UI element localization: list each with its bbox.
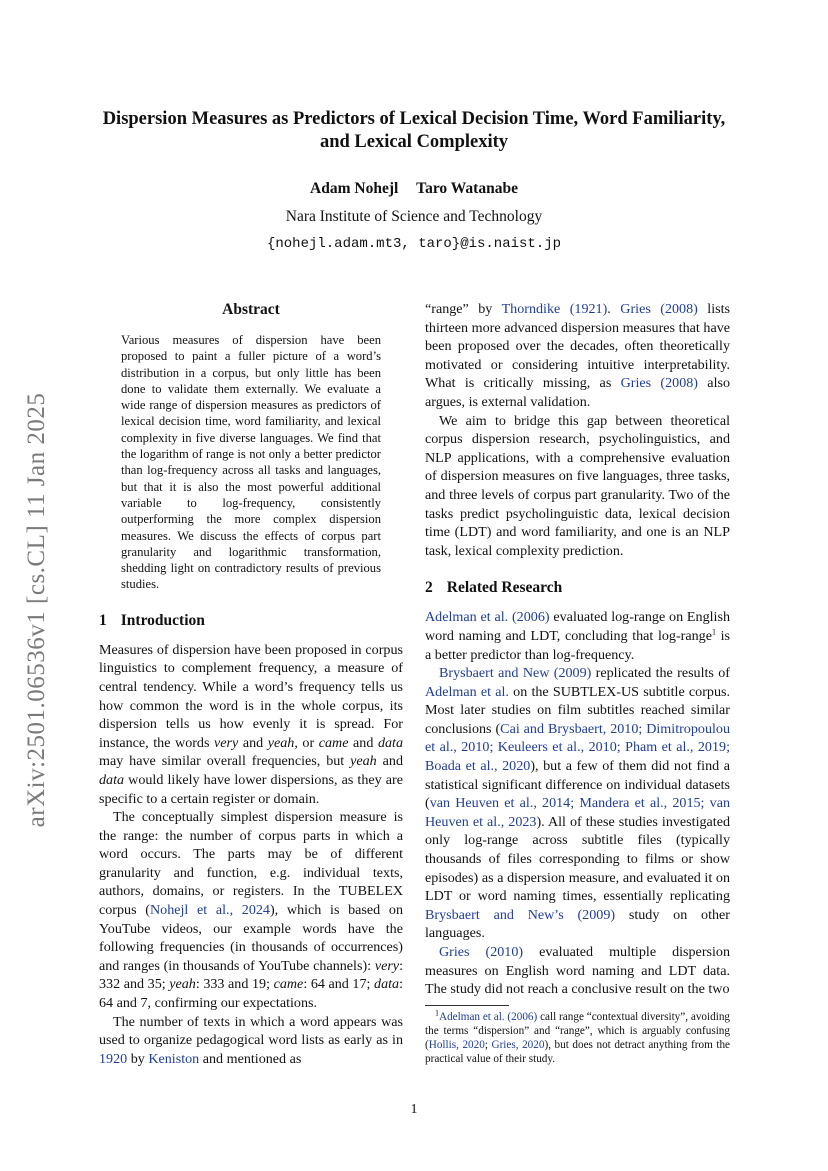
intro-paragraph-3: The number of texts in which a word appears was used to organize pedagogical word lists as early as in 1920 by Keniston and mentioned as (99, 1013, 403, 1067)
footnote-divider (425, 1005, 509, 1006)
citation-link[interactable]: Cai and Brysbaert, 2010; Dimitropoulou et al., 2010; Keuleers et al., 2010; Pham et al., 2019; Boada et al., 2020 (425, 720, 730, 775)
citation-link[interactable]: Brysbaert and New’s (2009) (425, 906, 616, 923)
related-paragraph-3: Gries (2010) evaluated multiple dispersion measures on English word naming and LDT data. The study did not reach a conclusive result on the two (425, 944, 731, 998)
intro-paragraph-1: Measures of dispersion have been proposed in corpus linguistics to complement frequency, a measure of central tendency. While a word’s frequency tells us how common the word is in the whole corpus, its dispersion tells us how evenly it is spread. For instance, the words very and yeah, or came and data may have similar overall frequencies, but yeah and data would likely have lower dispersions, as they are specific to a certain register or domain. (99, 641, 403, 807)
paper-title: Dispersion Measures as Predictors of Lexical Decision Time, Word Familiarity, and Lexical Complexity (102, 109, 726, 152)
arxiv-identifier: arXiv:2501.06536v1 [cs.CL] 11 Jan 2025 (23, 392, 50, 828)
citation-link[interactable]: Adelman et al. (425, 683, 509, 700)
author-name: Taro Watanabe (416, 180, 518, 197)
citation-link[interactable]: Gries (2008) (620, 301, 698, 317)
intro-paragraph-5: We aim to bridge this gap between theoretical corpus dispersion research, psycholinguistics, and NLP applications, with a comprehensive evaluation of dispersion measures on five languages, three tasks, and three levels of corpus part granularity. Two of the tasks predict psycholinguistic data, lexical decision time (LDT) and word familiarity, and one is an NLP task, lexical complexity prediction. (425, 412, 730, 559)
citation-link[interactable]: Adelman et al. (2006) (439, 1010, 538, 1023)
author-list (100, 180, 728, 198)
affiliation: Nara Institute of Science and Technology (285, 208, 543, 225)
left-column (99, 300, 403, 1068)
citation-link[interactable]: Adelman et al. (2006) (425, 609, 550, 626)
arxiv-sidebar (22, 370, 52, 850)
citation-link[interactable]: Thorndike (1921) (501, 301, 608, 317)
citation-link[interactable]: 1920 (99, 1050, 128, 1067)
citation-link[interactable]: van Heuven et al., 2014; Mandera et al., 2015; van Heuven et al., 2023 (425, 795, 730, 830)
citation-link[interactable]: Keniston (148, 1050, 200, 1067)
related-paragraph-2: Brysbaert and New (2009) replicated the results of Adelman et al. on the SUBTLEX-US subtitle corpus. Most later studies on film subtitles reached similar conclusions (Cai and Brysbaert, 2010; Dimitropoulou et al., 2010; Keuleers et al., 2010; Pham et al., 2019; Boada et al., 2020), but a few of them did not find a statistical significant difference on individual datasets (van Heuven et al., 2014; Mandera et al., 2015; van Heuven et al., 2023). All of these studies investigated only log-range across subtitle files (typically thousands of files corresponding to films or show episodes) as a dispersion measure, and evaluated it on LDT or word naming times, essentially replicating Brysbaert and New’s (2009) study on other languages. (425, 665, 730, 942)
citation-link[interactable]: Gries, 2020 (491, 1038, 545, 1051)
citation-link[interactable]: Gries (2008) (620, 375, 699, 392)
citation-link[interactable]: Nohejl et al., 2024 (149, 902, 270, 919)
intro-paragraph-4: “range” by Thorndike (1921). Gries (2008) lists thirteen more advanced dispersion measures that have been proposed over the decades, often theoretically motivated or considering intuitive interpretability. What is critically missing, as Gries (2008) also argues, is external validation. (425, 301, 731, 410)
abstract-heading: Abstract (222, 301, 280, 318)
citation-link[interactable]: Brysbaert and New (2009) (439, 665, 592, 682)
citation-link[interactable]: Gries (2010) (439, 944, 524, 960)
intro-paragraph-2: The conceptually simplest dispersion measure is the range: the number of corpus parts in which a word occurs. The parts may be of different granularity and function, e.g. individual texts, authors, domains, or registers. In the TUBELEX corpus (Nohejl et al., 2024), which is based on YouTube videos, our example words have the following frequencies (in thousands of occurrences) and ranges (in thousands of YouTube channels): very: 332 and 35; yeah: 333 and 19; came: 64 and 17; data: 64 and 7, confirming our expectations. (99, 809, 403, 1012)
section-heading-related-research: 2 Related Research (425, 579, 563, 597)
section-heading-introduction: 1 Introduction (99, 611, 205, 629)
right-column (425, 300, 730, 1066)
author-name: Adam Nohejl (310, 180, 399, 197)
footnote-marker[interactable]: 1 (711, 627, 716, 637)
related-paragraph-1: Adelman et al. (2006) evaluated log-range on English word naming and LDT, concluding that log-range$^1$ is a better predictor than log-frequency. (425, 609, 730, 663)
footnote: $^1$Adelman et al. (2006) call range “contextual diversity”, avoiding the terms “dispersion” and “range”, which is arguably confusing (Hollis, 2020; Gries, 2020), but does not detract anything from the practical value of their study. (425, 1008, 731, 1065)
page-number: 1 (410, 1102, 418, 1117)
abstract-text: Various measures of dispersion have been proposed to paint a fuller picture of a word’s distribution in a corpus, but only little has been done to validate them externally. We evaluate a wide range of dispersion measures as predictors of lexical decision time, word familiarity, and lexical complexity in five diverse languages. We find that the logarithm of range is not only a better predictor than log-frequency across all tasks and languages, but that it is also the most powerful additional variable to log-frequency, consistently outperforming the more complex dispersion measures. We discuss the effects of corpus part granularity and logarithmic transformation, shedding light on contradictory results of previous studies. (121, 333, 381, 592)
author-email: {nohejl.adam.mt3, taro}@is.naist.jp (266, 236, 562, 252)
citation-link[interactable]: Hollis, 2020 (428, 1038, 485, 1051)
